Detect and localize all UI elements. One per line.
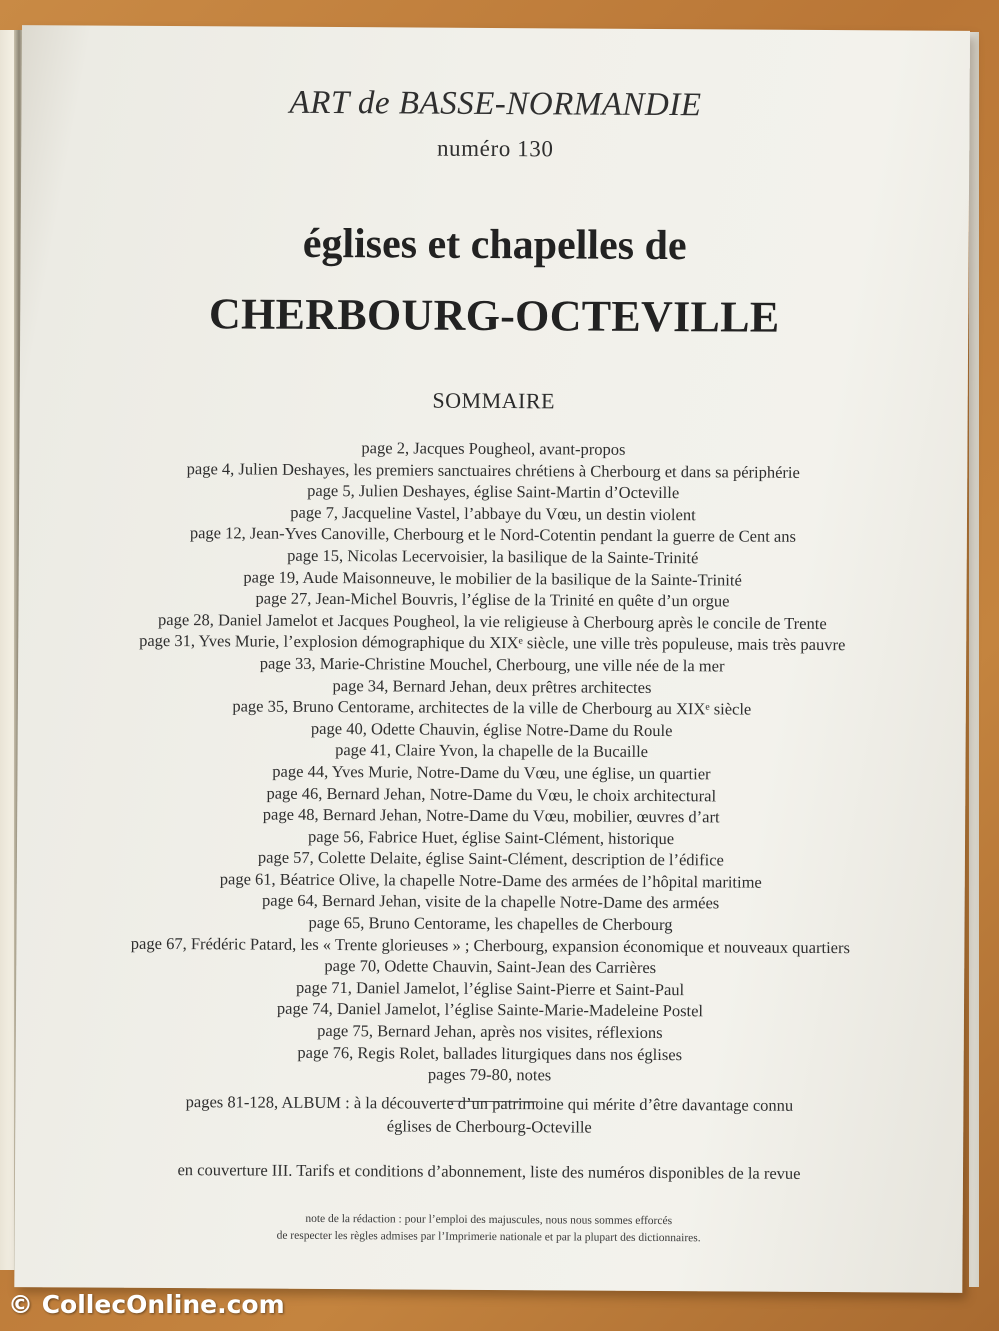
toc-entry: page 4, Julien Deshayes, les premiers sanctuaires chrétiens à Cherbourg et dans sa périphérie (186, 458, 800, 482)
toc-entry: page 27, Jean-Michel Bouvris, l’église de la Trinité en quête d’un orgue (255, 588, 730, 611)
toc-entry: page 70, Odette Chauvin, Saint-Jean des Carrières (324, 956, 657, 978)
toc-entry: page 44, Yves Murie, Notre-Dame du Vœu, une église, un quartier (272, 761, 711, 784)
toc-entry: page 65, Bruno Centorame, les chapelles de Cherbourg (308, 912, 673, 935)
editorial-note-line-1: note de la rédaction : pour l’emploi des majuscules, nous nous sommes efforcés (305, 1212, 673, 1228)
toc-entry: page 64, Bernard Jehan, visite de la chapelle Notre-Dame des armées (261, 891, 720, 913)
toc-entry: page 67, Frédéric Patard, les « Trente glorieuses » ; Cherbourg, expansion économique et nouveaux quartiers (130, 933, 850, 957)
summary-heading: SOMMAIRE (432, 387, 556, 414)
table-of-contents (16, 435, 968, 1089)
toc-entry: page 12, Jean-Yves Canoville, Cherbourg et le Nord-Cotentin pendant la guerre de Cent ans (189, 523, 796, 547)
toc-entry: page 5, Julien Deshayes, église Saint-Martin d’Octeville (307, 481, 680, 503)
toc-entry: page 34, Bernard Jehan, deux prêtres architectes (332, 675, 652, 697)
toc-entry: page 48, Bernard Jehan, Notre-Dame du Vœu, mobilier, œuvres d’art (262, 804, 720, 827)
toc-entry: page 15, Nicolas Lecervoisier, la basilique de la Sainte-Trinité (287, 545, 699, 568)
toc-entry: page 41, Claire Yvon, la chapelle de la Bucaille (335, 740, 649, 762)
toc-entry: page 31, Yves Murie, l’explosion démographique du XIXᵉ siècle, une ville très populeuse, mais très pauvre (139, 631, 846, 655)
toc-entry: page 40, Odette Chauvin, église Notre-Dame du Roule (310, 718, 673, 740)
toc-entry: page 74, Daniel Jamelot, l’église Sainte-Marie-Madeleine Postel (276, 999, 704, 1021)
album-line-1: pages 81-128, ALBUM : à la découverte d’un patrimoine qui mérite d’être davantage connu (185, 1092, 794, 1115)
toc-entry: page 75, Bernard Jehan, après nos visites, réflexions (317, 1020, 663, 1043)
page-stack-edge (969, 32, 979, 1287)
main-title-line-1: églises et chapelles de (302, 220, 687, 270)
album-line-2: églises de Cherbourg-Octeville (386, 1116, 592, 1137)
toc-entry: page 61, Béatrice Olive, la chapelle Notre-Dame des armées de l’hôpital maritime (219, 869, 762, 892)
series-title: ART de BASSE-NORMANDIE (289, 84, 702, 124)
toc-entry: page 7, Jacqueline Vastel, l’abbaye du Vœu, un destin violent (290, 502, 696, 525)
toc-entry: page 35, Bruno Centorame, architectes de la ville de Cherbourg au XIXᵉ siècle (232, 696, 752, 719)
toc-entry: page 28, Daniel Jamelot et Jacques Pougheol, la vie religieuse à Cherbourg après le concile de Trente (157, 609, 827, 633)
toc-entry: page 76, Regis Rolet, ballades liturgiques dans nos églises (297, 1042, 683, 1064)
watermark: © CollecOnline.com (8, 1290, 285, 1319)
toc-entry: page 71, Daniel Jamelot, l’église Saint-Pierre et Saint-Paul (296, 977, 685, 1000)
editorial-note-line-2: de respecter les règles admises par l’Imprimerie nationale et par la plupart des dictionnaires. (276, 1229, 701, 1245)
toc-entry: pages 79-80, notes (427, 1064, 552, 1085)
toc-entry: page 2, Jacques Pougheol, avant-propos (361, 438, 626, 459)
toc-entry: page 33, Marie-Christine Mouchel, Cherbourg, une ville née de la mer (259, 653, 725, 676)
toc-entry: page 46, Bernard Jehan, Notre-Dame du Vœu, le choix architectural (266, 783, 717, 805)
toc-entry: page 19, Aude Maisonneuve, le mobilier de la basilique de la Sainte-Trinité (243, 567, 742, 590)
toc-entry: page 57, Colette Delaite, église Saint-Clément, description de l’édifice (257, 847, 724, 870)
toc-entry: page 56, Fabrice Huet, église Saint-Clément, historique (307, 826, 675, 848)
issue-number: numéro 130 (436, 135, 554, 162)
cover-note: en couverture III. Tarifs et conditions d’abonnement, liste des numéros disponibles de la revue (177, 1160, 801, 1183)
main-title-line-2: CHERBOURG-OCTEVILLE (208, 289, 780, 342)
document-page (14, 25, 970, 1293)
page-content (22, 25, 970, 1245)
